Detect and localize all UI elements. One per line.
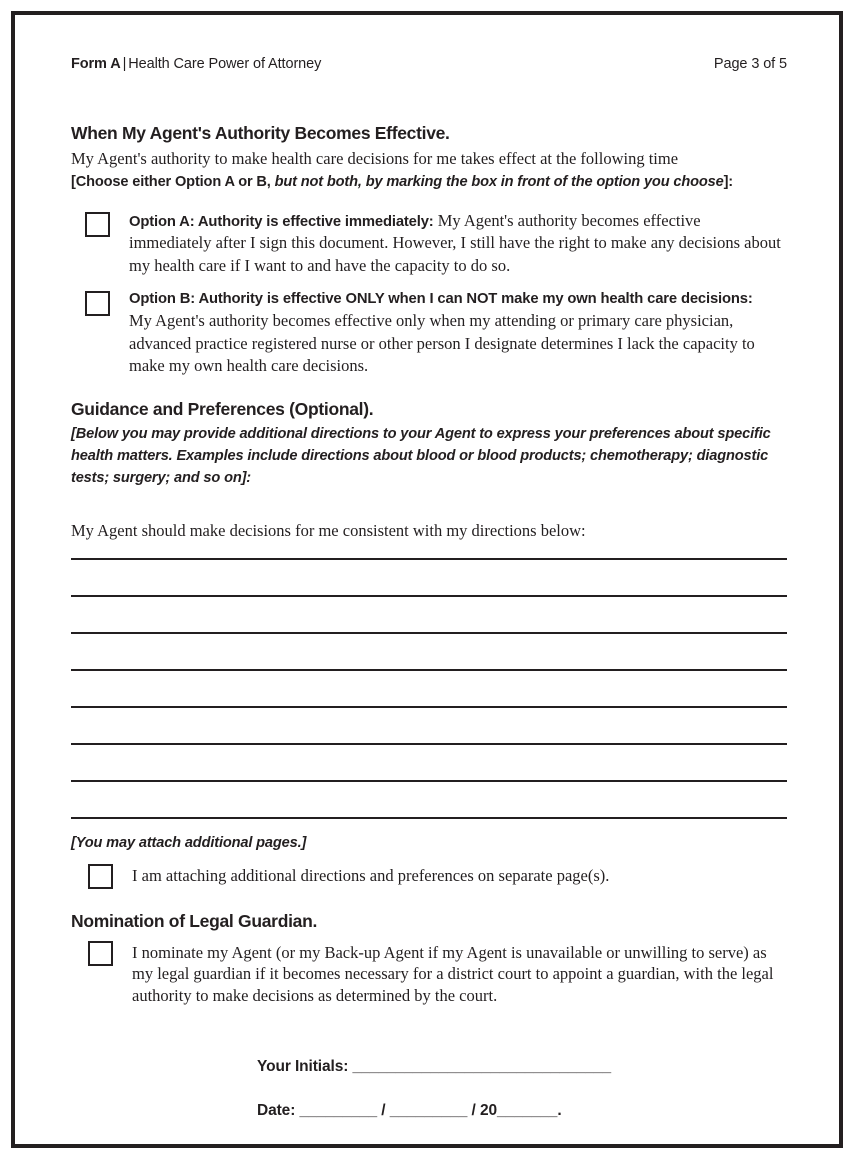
instruction-close-part: ]:	[723, 173, 733, 190]
date-slash-1: /	[381, 1102, 386, 1119]
instruction-bold-part: [Choose either Option A or B,	[71, 173, 271, 190]
page-border-frame	[11, 11, 843, 1148]
date-row[interactable]	[71, 1102, 787, 1120]
initials-row[interactable]	[71, 1058, 787, 1076]
guardian-nomination-checkbox[interactable]	[88, 941, 113, 966]
writing-line[interactable]	[71, 743, 787, 745]
writing-line[interactable]	[71, 632, 787, 634]
main-content	[71, 123, 787, 1006]
initials-label: Your Initials:	[257, 1058, 349, 1075]
writing-line[interactable]	[71, 595, 787, 597]
signature-block	[71, 1058, 787, 1120]
attach-pages-checkbox[interactable]	[88, 864, 113, 889]
option-b-body: My Agent's authority becomes effective only when my attending or primary care physician, advanced practice registered nurse or other person I designate determines I lack the capacity to make my own health care decisions.	[129, 311, 755, 375]
option-a-row[interactable]	[71, 212, 787, 277]
guidance-section-instruction: [Below you may provide additional directions to your Agent to express your preferences about specific health matters. Examples include directions about blood or blood products; chemotherapy; diagnostic tests; surgery; and so on]:	[71, 426, 771, 487]
writing-line[interactable]	[71, 780, 787, 782]
option-a-text	[129, 210, 787, 277]
option-a-lead-label: Option A: Authority is effective immediately:	[129, 213, 434, 230]
option-b-row[interactable]	[71, 291, 787, 377]
date-year-prefix: 20	[479, 1102, 498, 1119]
guardian-section-heading: Nomination of Legal Guardian.	[71, 910, 318, 931]
writing-line[interactable]	[71, 706, 787, 708]
option-b-lead-label: Option B: Authority is effective ONLY when I can NOT make my own health care decisions:	[129, 290, 753, 307]
attach-pages-note: [You may attach additional pages.]	[71, 834, 307, 851]
date-slash-2: /	[471, 1102, 476, 1119]
document-title: Health Care Power of Attorney	[128, 56, 322, 72]
writing-line[interactable]	[71, 558, 787, 560]
initials-blank-field[interactable]: ______________________________	[352, 1058, 612, 1075]
effective-section-intro: My Agent's authority to make health care decisions for me takes effect at the following time	[71, 149, 679, 168]
header-separator: |	[122, 56, 127, 72]
guidance-section-heading: Guidance and Preferences (Optional).	[71, 399, 374, 420]
date-year-field[interactable]: _______	[497, 1102, 558, 1119]
writing-line[interactable]	[71, 669, 787, 671]
guardian-nomination-label: I nominate my Agent (or my Back-up Agent if my Agent is unavailable or unwilling to serve) as my legal guardian if it becomes necessary for a district court to appoint a guardian, with the legal authority to make decisions as determined by the court.	[132, 942, 774, 1005]
effective-section-instruction	[71, 172, 787, 194]
header-title-group	[71, 56, 321, 72]
directions-writing-lines[interactable]	[71, 558, 787, 819]
option-a-checkbox[interactable]	[85, 212, 110, 237]
guardian-nomination-row[interactable]	[71, 941, 787, 1006]
option-a-body: My Agent's authority becomes effective immediately after I sign this document. However, I still have the right to make any decisions about my health care if I want to and have the capacity to do so.	[129, 210, 781, 275]
date-day-field[interactable]: _________	[389, 1102, 468, 1119]
attach-pages-row[interactable]	[71, 864, 787, 889]
attach-pages-label: I am attaching additional directions and preferences on separate page(s).	[132, 865, 610, 885]
instruction-italic-part: but not both, by marking the box in front of the option you choose	[270, 173, 724, 190]
writing-line[interactable]	[71, 817, 787, 819]
option-b-checkbox[interactable]	[85, 291, 110, 316]
document-header	[71, 56, 787, 72]
effective-section-heading: When My Agent's Authority Becomes Effective.	[71, 123, 450, 143]
page-number-label: Page 3 of 5	[713, 56, 787, 72]
directions-intro-text: My Agent should make decisions for me consistent with my directions below:	[71, 521, 586, 541]
date-period: .	[557, 1102, 562, 1119]
date-label: Date:	[257, 1102, 296, 1119]
form-id-label: Form A	[71, 56, 121, 72]
date-month-field[interactable]: _________	[299, 1102, 378, 1119]
option-b-text	[129, 289, 787, 377]
